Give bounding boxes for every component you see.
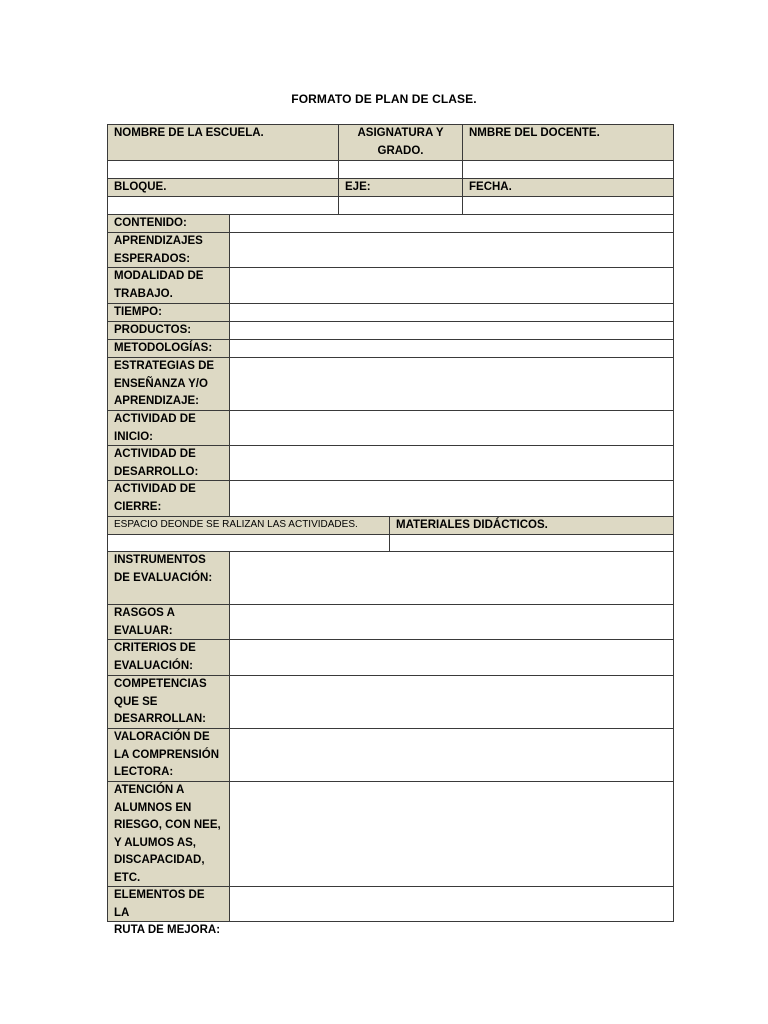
axis-field[interactable] <box>338 196 463 215</box>
modalidad-field[interactable] <box>229 267 674 304</box>
school-name-field[interactable] <box>107 160 339 179</box>
axis-label: EJE: <box>338 178 463 197</box>
estrategias-label: ESTRATEGIAS DE ENSEÑANZA Y/O APRENDIZAJE: <box>107 357 230 411</box>
date-label: FECHA. <box>462 178 674 197</box>
elementos-field[interactable] <box>229 886 674 922</box>
materiales-label: MATERIALES DIDÁCTICOS. <box>389 516 674 535</box>
subject-grade-label: ASIGNATURA Y GRADO. <box>338 124 463 161</box>
espacio-label: ESPACIO DEONDE SE RALIZAN LAS ACTIVIDADES. <box>107 516 390 535</box>
instrumentos-label: INSTRUMENTOS DE EVALUACIÓN: <box>107 551 230 605</box>
actividad-inicio-label: ACTIVIDAD DE INICIO: <box>107 410 230 446</box>
estrategias-field[interactable] <box>229 357 674 411</box>
instrumentos-field[interactable] <box>229 551 674 605</box>
atencion-label: ATENCIÓN A ALUMNOS EN RIESGO, CON NEE, Y ALUMOS AS, DISCAPACIDAD, ETC. <box>107 781 230 887</box>
valoracion-field[interactable] <box>229 728 674 782</box>
actividad-cierre-label: ACTIVIDAD DE CIERRE: <box>107 480 230 517</box>
aprendizajes-field[interactable] <box>229 232 674 268</box>
aprendizajes-label: APRENDIZAJES ESPERADOS: <box>107 232 230 268</box>
rasgos-label: RASGOS A EVALUAR: <box>107 604 230 640</box>
contenido-field[interactable] <box>229 214 674 233</box>
page-title: FORMATO DE PLAN DE CLASE. <box>291 92 477 106</box>
actividad-cierre-field[interactable] <box>229 480 674 517</box>
criterios-label: CRITERIOS DE EVALUACIÓN: <box>107 639 230 676</box>
atencion-field[interactable] <box>229 781 674 887</box>
block-field[interactable] <box>107 196 339 215</box>
block-label: BLOQUE. <box>107 178 339 197</box>
valoracion-label: VALORACIÓN DE LA COMPRENSIÓN LECTORA: <box>107 728 230 782</box>
contenido-label: CONTENIDO: <box>107 214 230 233</box>
rasgos-field[interactable] <box>229 604 674 640</box>
competencias-label: COMPETENCIAS QUE SE DESARROLLAN: <box>107 675 230 729</box>
actividad-inicio-field[interactable] <box>229 410 674 446</box>
teacher-name-label: NMBRE DEL DOCENTE. <box>462 124 674 161</box>
productos-label: PRODUCTOS: <box>107 321 230 340</box>
criterios-field[interactable] <box>229 639 674 676</box>
tiempo-field[interactable] <box>229 303 674 322</box>
metodologias-field[interactable] <box>229 339 674 358</box>
elementos-label: ELEMENTOS DE LA RUTA DE MEJORA: <box>107 886 230 922</box>
teacher-name-field[interactable] <box>462 160 674 179</box>
actividad-desarrollo-label: ACTIVIDAD DE DESARROLLO: <box>107 445 230 481</box>
espacio-field[interactable] <box>107 534 390 552</box>
productos-field[interactable] <box>229 321 674 340</box>
tiempo-label: TIEMPO: <box>107 303 230 322</box>
school-name-label: NOMBRE DE LA ESCUELA. <box>107 124 339 161</box>
metodologias-label: METODOLOGÍAS: <box>107 339 230 358</box>
date-field[interactable] <box>462 196 674 215</box>
subject-grade-field[interactable] <box>338 160 463 179</box>
actividad-desarrollo-field[interactable] <box>229 445 674 481</box>
modalidad-label: MODALIDAD DE TRABAJO. <box>107 267 230 304</box>
materiales-field[interactable] <box>389 534 674 552</box>
competencias-field[interactable] <box>229 675 674 729</box>
